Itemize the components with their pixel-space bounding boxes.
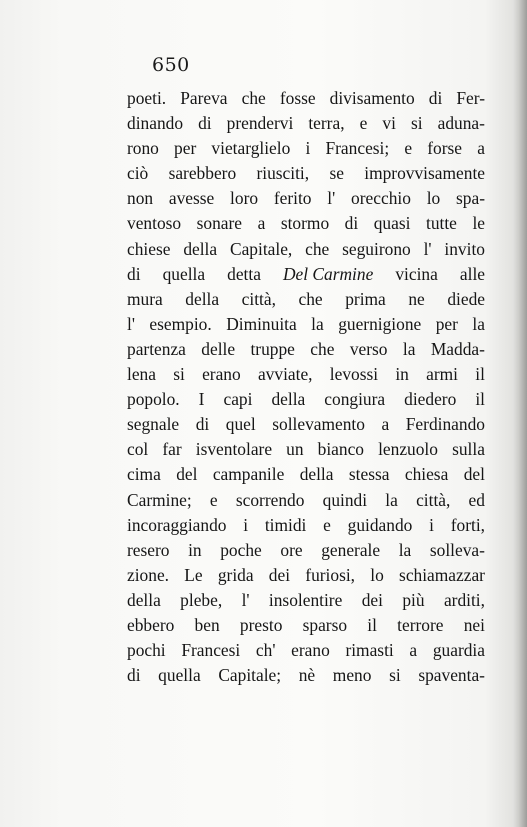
word: per <box>435 313 458 334</box>
text-line <box>127 364 485 389</box>
text-line <box>127 515 485 540</box>
text-line <box>127 665 485 690</box>
word: città, <box>241 288 276 309</box>
word: ch' <box>255 640 276 661</box>
word: chiese <box>127 238 171 259</box>
word: città, <box>416 489 451 510</box>
word: si <box>410 113 423 134</box>
word: Francesi; <box>325 138 390 159</box>
word: vi <box>382 113 396 134</box>
word: Francesi <box>181 640 241 661</box>
word: la <box>398 539 412 560</box>
word: in <box>188 539 202 560</box>
text-line <box>127 289 485 314</box>
word: ebbero <box>127 614 175 635</box>
word: ventoso <box>127 213 182 234</box>
word: arditi, <box>443 589 485 610</box>
word: quindi <box>322 489 368 510</box>
word: che <box>298 288 323 309</box>
word: segnale <box>127 414 180 435</box>
word: l' <box>241 589 250 610</box>
word: ciò <box>127 163 149 184</box>
word: presto <box>239 614 283 635</box>
word: Madda- <box>430 338 485 359</box>
word: il <box>367 614 377 635</box>
word: di <box>428 88 443 108</box>
word: poeti. <box>127 88 167 108</box>
word: rimasti <box>345 640 394 661</box>
word: spa- <box>456 188 485 209</box>
word: di <box>127 263 141 284</box>
word: di <box>127 665 141 686</box>
word: e <box>323 514 331 535</box>
word: chiesa <box>404 464 449 485</box>
word: della <box>183 238 218 259</box>
word: lenzuolo <box>378 439 438 460</box>
word: erano <box>202 364 241 385</box>
word: vietarglielo <box>211 138 291 159</box>
word: e <box>209 489 218 510</box>
word: pochi <box>127 640 166 661</box>
word: lo <box>426 188 441 209</box>
word: esempio. <box>149 313 212 334</box>
word: generale <box>321 539 381 560</box>
word: Capitale; <box>218 665 282 686</box>
text-line <box>127 239 485 264</box>
word: se <box>329 163 344 184</box>
word: prendervi <box>226 113 294 134</box>
page-edge-shadow <box>513 0 527 827</box>
word: della <box>185 288 220 309</box>
word: far <box>162 439 182 460</box>
word: resero <box>127 539 170 560</box>
word: diede <box>447 288 485 309</box>
word: congiura <box>324 389 386 410</box>
word: cima <box>127 464 161 485</box>
word: aduna- <box>437 113 485 134</box>
word: la <box>311 313 324 334</box>
text-line <box>127 640 485 665</box>
word: schiamazzar <box>399 564 485 585</box>
word: un <box>286 439 304 460</box>
text-line <box>127 414 485 439</box>
word: bianco <box>317 439 364 460</box>
word: meno <box>332 665 372 686</box>
word: che <box>241 88 266 108</box>
word: mura <box>127 288 163 309</box>
word: detta <box>227 263 261 284</box>
word: Capitale, <box>229 238 293 259</box>
word: terrore <box>397 614 444 635</box>
text-line <box>127 113 485 138</box>
word: ne <box>408 288 425 309</box>
word: della <box>271 389 306 410</box>
text-line <box>127 88 485 113</box>
word: quasi <box>373 213 411 234</box>
word: scorrendo <box>235 489 305 510</box>
word: il <box>475 364 485 385</box>
word: e <box>404 138 413 159</box>
text-line <box>127 490 485 515</box>
word: prima <box>345 288 386 309</box>
word: fosse <box>279 88 316 108</box>
word: capi <box>223 389 253 410</box>
word: improvvisamente <box>364 163 485 184</box>
word: dinando <box>127 113 184 134</box>
word: il <box>475 389 485 410</box>
word: sarebbero <box>168 163 237 184</box>
word: quella <box>162 263 206 284</box>
word: quel <box>225 414 256 435</box>
word: ben <box>194 614 220 635</box>
word: a <box>257 213 266 234</box>
word: nè <box>298 665 316 686</box>
word: l' <box>127 313 135 334</box>
word: invito <box>444 238 485 259</box>
word: per <box>174 138 197 159</box>
word: quella <box>158 665 201 686</box>
word: isventolare <box>195 439 273 460</box>
word: popolo. <box>127 389 180 410</box>
word: terra, <box>308 113 345 134</box>
word: la <box>385 489 398 510</box>
word: zione. <box>127 564 170 585</box>
word: guardia <box>432 640 485 661</box>
word: ed <box>468 489 485 510</box>
word: a <box>477 138 485 159</box>
word: partenza <box>127 338 186 359</box>
text-line <box>127 314 485 339</box>
word: plebe, <box>180 589 223 610</box>
word: a <box>409 640 418 661</box>
word: Le <box>184 564 203 585</box>
body-text <box>127 88 485 690</box>
text-line <box>127 138 485 163</box>
word: a <box>381 414 390 435</box>
word: rono <box>127 138 159 159</box>
text-line <box>127 188 485 213</box>
word: Diminuita <box>226 313 297 334</box>
word: si <box>173 364 185 385</box>
word: i <box>305 138 311 159</box>
word: timidi <box>264 514 307 535</box>
word: più <box>402 589 425 610</box>
word: guernigione <box>338 313 422 334</box>
word: grida <box>217 564 254 585</box>
word: che <box>310 338 335 359</box>
word: erano <box>291 640 330 661</box>
word: Del Carmine <box>282 263 374 284</box>
word: delle <box>201 338 236 359</box>
word: spaventa- <box>418 665 485 686</box>
word: stormo <box>280 213 330 234</box>
word: dei <box>268 564 291 585</box>
word: di <box>195 414 210 435</box>
word: campanile <box>212 464 285 485</box>
word: vicina <box>395 263 438 284</box>
text-line <box>127 540 485 565</box>
word: del <box>176 464 198 485</box>
word: della <box>299 464 334 485</box>
word: non <box>127 188 154 209</box>
word: sulla <box>452 439 485 460</box>
text-line <box>127 464 485 489</box>
word: del <box>463 464 485 485</box>
word: truppe <box>250 338 295 359</box>
word: nei <box>463 614 485 635</box>
word: dei <box>361 589 383 610</box>
word: divisamento <box>329 88 415 108</box>
word: solleva- <box>429 539 485 560</box>
word: e <box>359 113 368 134</box>
word: le <box>472 213 485 234</box>
page-number: 650 <box>152 54 190 76</box>
word: avesse <box>168 188 215 209</box>
word: la <box>472 313 485 334</box>
word: lo <box>370 564 384 585</box>
word: ferito <box>273 188 312 209</box>
word: sparso <box>302 614 348 635</box>
word: Carmine; <box>127 489 192 510</box>
word: stessa <box>348 464 390 485</box>
text-line <box>127 163 485 188</box>
text-line <box>127 339 485 364</box>
word: loro <box>230 188 259 209</box>
word: Fer- <box>456 88 485 108</box>
word: incoraggiando <box>127 514 227 535</box>
word: sonare <box>196 213 243 234</box>
word: Ferdinando <box>405 414 485 435</box>
word: si <box>389 665 401 686</box>
word: poche <box>220 539 262 560</box>
word: di <box>344 213 359 234</box>
word: verso <box>349 338 388 359</box>
word: sollevamento <box>272 414 365 435</box>
text-line <box>127 264 485 289</box>
word: tutte <box>425 213 457 234</box>
word: della <box>127 589 161 610</box>
word: in <box>395 364 409 385</box>
word: i <box>243 514 249 535</box>
word: l' <box>327 188 336 209</box>
word: seguirono <box>342 238 411 259</box>
word: ore <box>280 539 303 560</box>
word: insolentire <box>268 589 343 610</box>
word: furiosi, <box>305 564 356 585</box>
word: la <box>402 338 416 359</box>
word: alle <box>459 263 485 284</box>
word: forse <box>427 138 463 159</box>
text-line <box>127 565 485 590</box>
word: Pareva <box>180 88 228 108</box>
word: riusciti, <box>256 163 310 184</box>
word: armi <box>426 364 458 385</box>
word: guidando <box>347 514 413 535</box>
word: forti, <box>450 514 485 535</box>
word: l' <box>423 238 432 259</box>
text-line <box>127 615 485 640</box>
word: che <box>305 238 330 259</box>
word: di <box>198 113 212 134</box>
word: i <box>429 514 434 535</box>
word: levossi <box>329 364 379 385</box>
word: avviate, <box>257 364 313 385</box>
word: I <box>198 389 205 410</box>
text-line <box>127 439 485 464</box>
word: col <box>127 439 149 460</box>
word: lena <box>127 364 156 385</box>
text-line <box>127 389 485 414</box>
word: diedero <box>404 389 457 410</box>
word: orecchio <box>351 188 411 209</box>
text-line <box>127 590 485 615</box>
text-line <box>127 213 485 238</box>
